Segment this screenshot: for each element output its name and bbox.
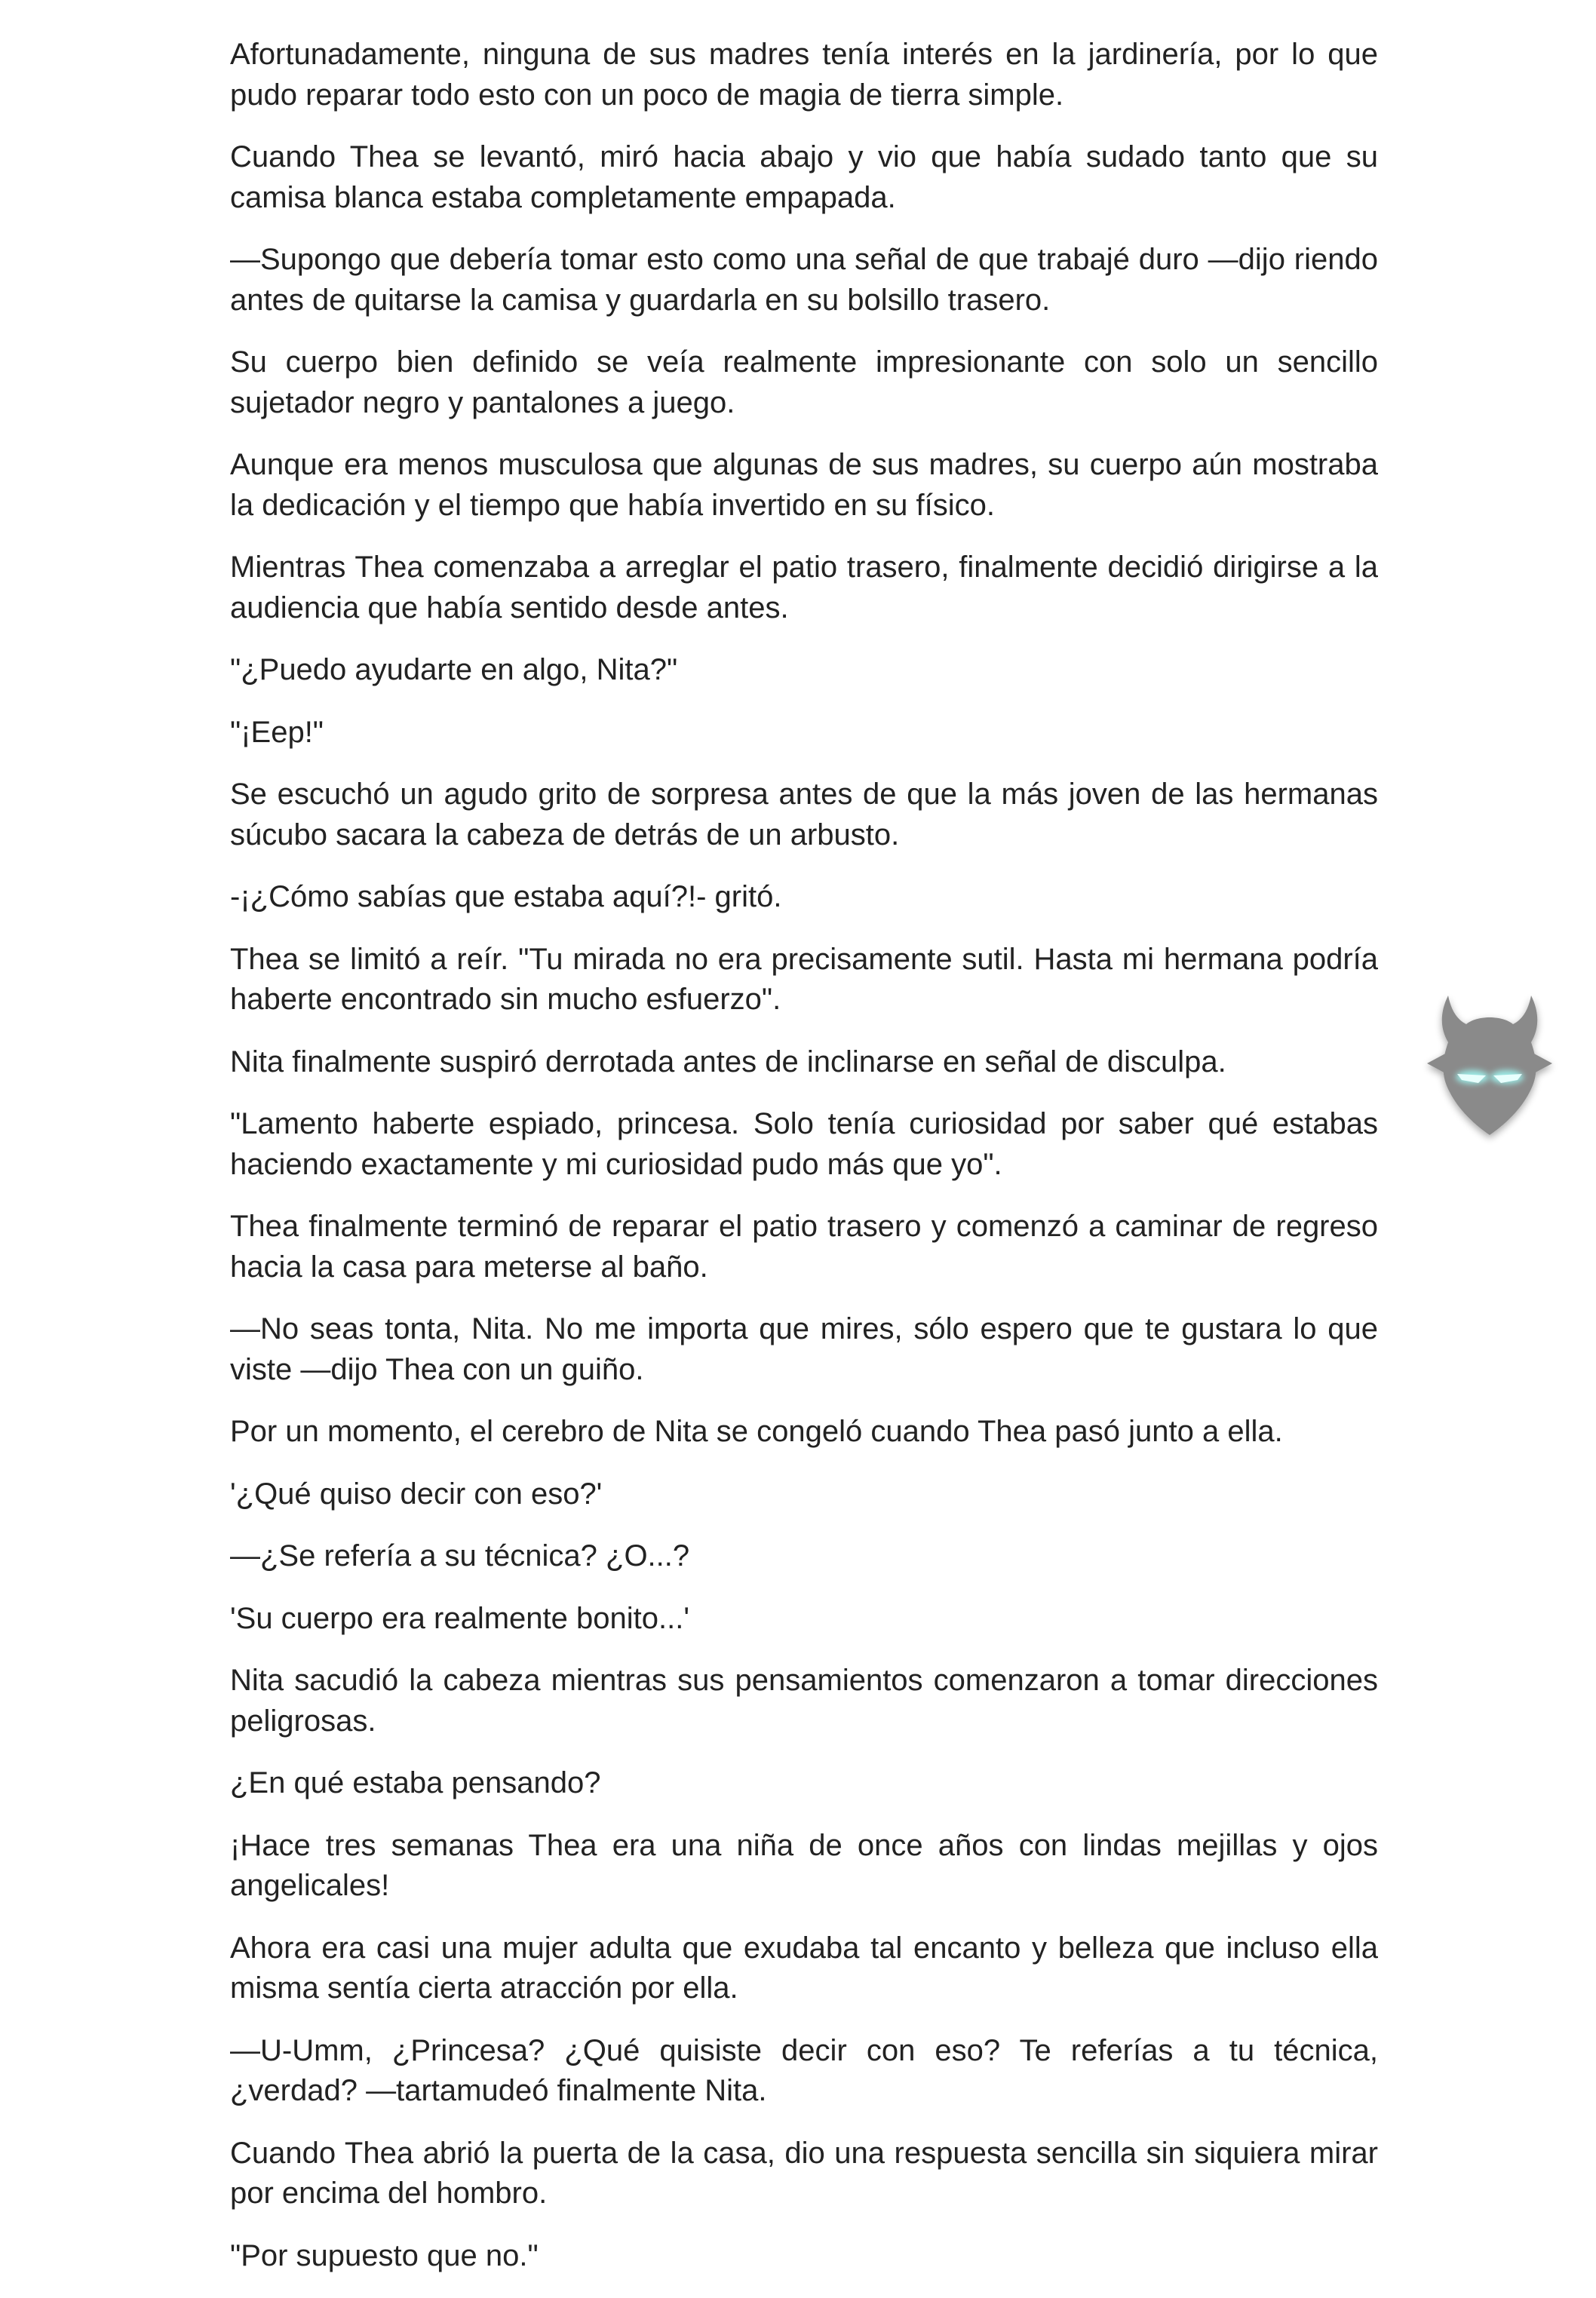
paragraph: Afortunadamente, ninguna de sus madres tenía interés en la jardinería, por lo que pudo reparar todo esto con un poco de magia de tierra simple. xyxy=(230,38,1378,112)
paragraph: '¿Qué quiso decir con eso?' xyxy=(230,1477,603,1511)
paragraph: Thea se limitó a reír. "Tu mirada no era precisamente sutil. Hasta mi hermana podría haberte encontrado sin mucho esfuerzo". xyxy=(230,942,1378,1016)
paragraph: Nita sacudió la cabeza mientras sus pensamientos comenzaron a tomar direcciones peligrosas. xyxy=(230,1664,1378,1738)
horned-demon-head-icon xyxy=(1418,980,1561,1146)
paragraph: —U-Umm, ¿Princesa? ¿Qué quisiste decir con eso? Te referías a tu técnica, ¿verdad? —tartamudeó finalmente Nita. xyxy=(230,2033,1378,2107)
paragraph: "¡Eep!" xyxy=(230,715,324,749)
paragraph: Cuando Thea abrió la puerta de la casa, dio una respuesta sencilla sin siquiera mirar por encima del hombro. xyxy=(230,2136,1378,2210)
demon-emblem-graphic xyxy=(1418,980,1561,1146)
paragraph: Mientras Thea comenzaba a arreglar el patio trasero, finalmente decidió dirigirse a la audiencia que había sentido desde antes. xyxy=(230,551,1378,624)
paragraph: —No seas tonta, Nita. No me importa que mires, sólo espero que te gustara lo que viste —dijo Thea con un guiño. xyxy=(230,1312,1378,1386)
paragraph: Su cuerpo bien definido se veía realmente impresionante con solo un sencillo sujetador negro y pantalones a juego. xyxy=(230,345,1378,419)
paragraph: Por un momento, el cerebro de Nita se congeló cuando Thea pasó junto a ella. xyxy=(230,1415,1283,1448)
paragraph: —Supongo que debería tomar esto como una señal de que trabajé duro —dijo riendo antes de quitarse la camisa y guardarla en su bolsillo trasero. xyxy=(230,243,1378,317)
paragraph: —¿Se refería a su técnica? ¿O...? xyxy=(230,1539,690,1572)
paragraph: Se escuchó un agudo grito de sorpresa antes de que la más joven de las hermanas súcubo sacara la cabeza de detrás de un arbusto. xyxy=(230,778,1378,851)
paragraph: ¡Hace tres semanas Thea era una niña de once años con lindas mejillas y ojos angelicales! xyxy=(230,1828,1378,1902)
paragraph: -¡¿Cómo sabías que estaba aquí?!- gritó. xyxy=(230,880,782,913)
paragraph: Cuando Thea se levantó, miró hacia abajo y vio que había sudado tanto que su camisa blanca estaba completamente empapada. xyxy=(230,140,1378,214)
paragraph: 'Su cuerpo era realmente bonito...' xyxy=(230,1601,689,1635)
paragraph: Ahora era casi una mujer adulta que exudaba tal encanto y belleza que incluso ella misma sentía cierta atracción por ella. xyxy=(230,1931,1378,2005)
paragraph: "Por supuesto que no." xyxy=(230,2238,539,2272)
paragraph: ¿En qué estaba pensando? xyxy=(230,1766,601,1799)
paragraph: Thea finalmente terminó de reparar el patio trasero y comenzó a caminar de regreso hacia la casa para meterse al baño. xyxy=(230,1210,1378,1284)
document-page xyxy=(230,35,1378,2298)
paragraph: "Lamento haberte espiado, princesa. Solo tenía curiosidad por saber qué estabas haciendo exactamente y mi curiosidad pudo más que yo". xyxy=(230,1107,1378,1181)
paragraph: Nita finalmente suspiró derrotada antes de inclinarse en señal de disculpa. xyxy=(230,1045,1226,1078)
paragraph: "¿Puedo ayudarte en algo, Nita?" xyxy=(230,653,678,686)
paragraph: Aunque era menos musculosa que algunas de sus madres, su cuerpo aún mostraba la dedicación y el tiempo que había invertido en su físico. xyxy=(230,448,1378,522)
